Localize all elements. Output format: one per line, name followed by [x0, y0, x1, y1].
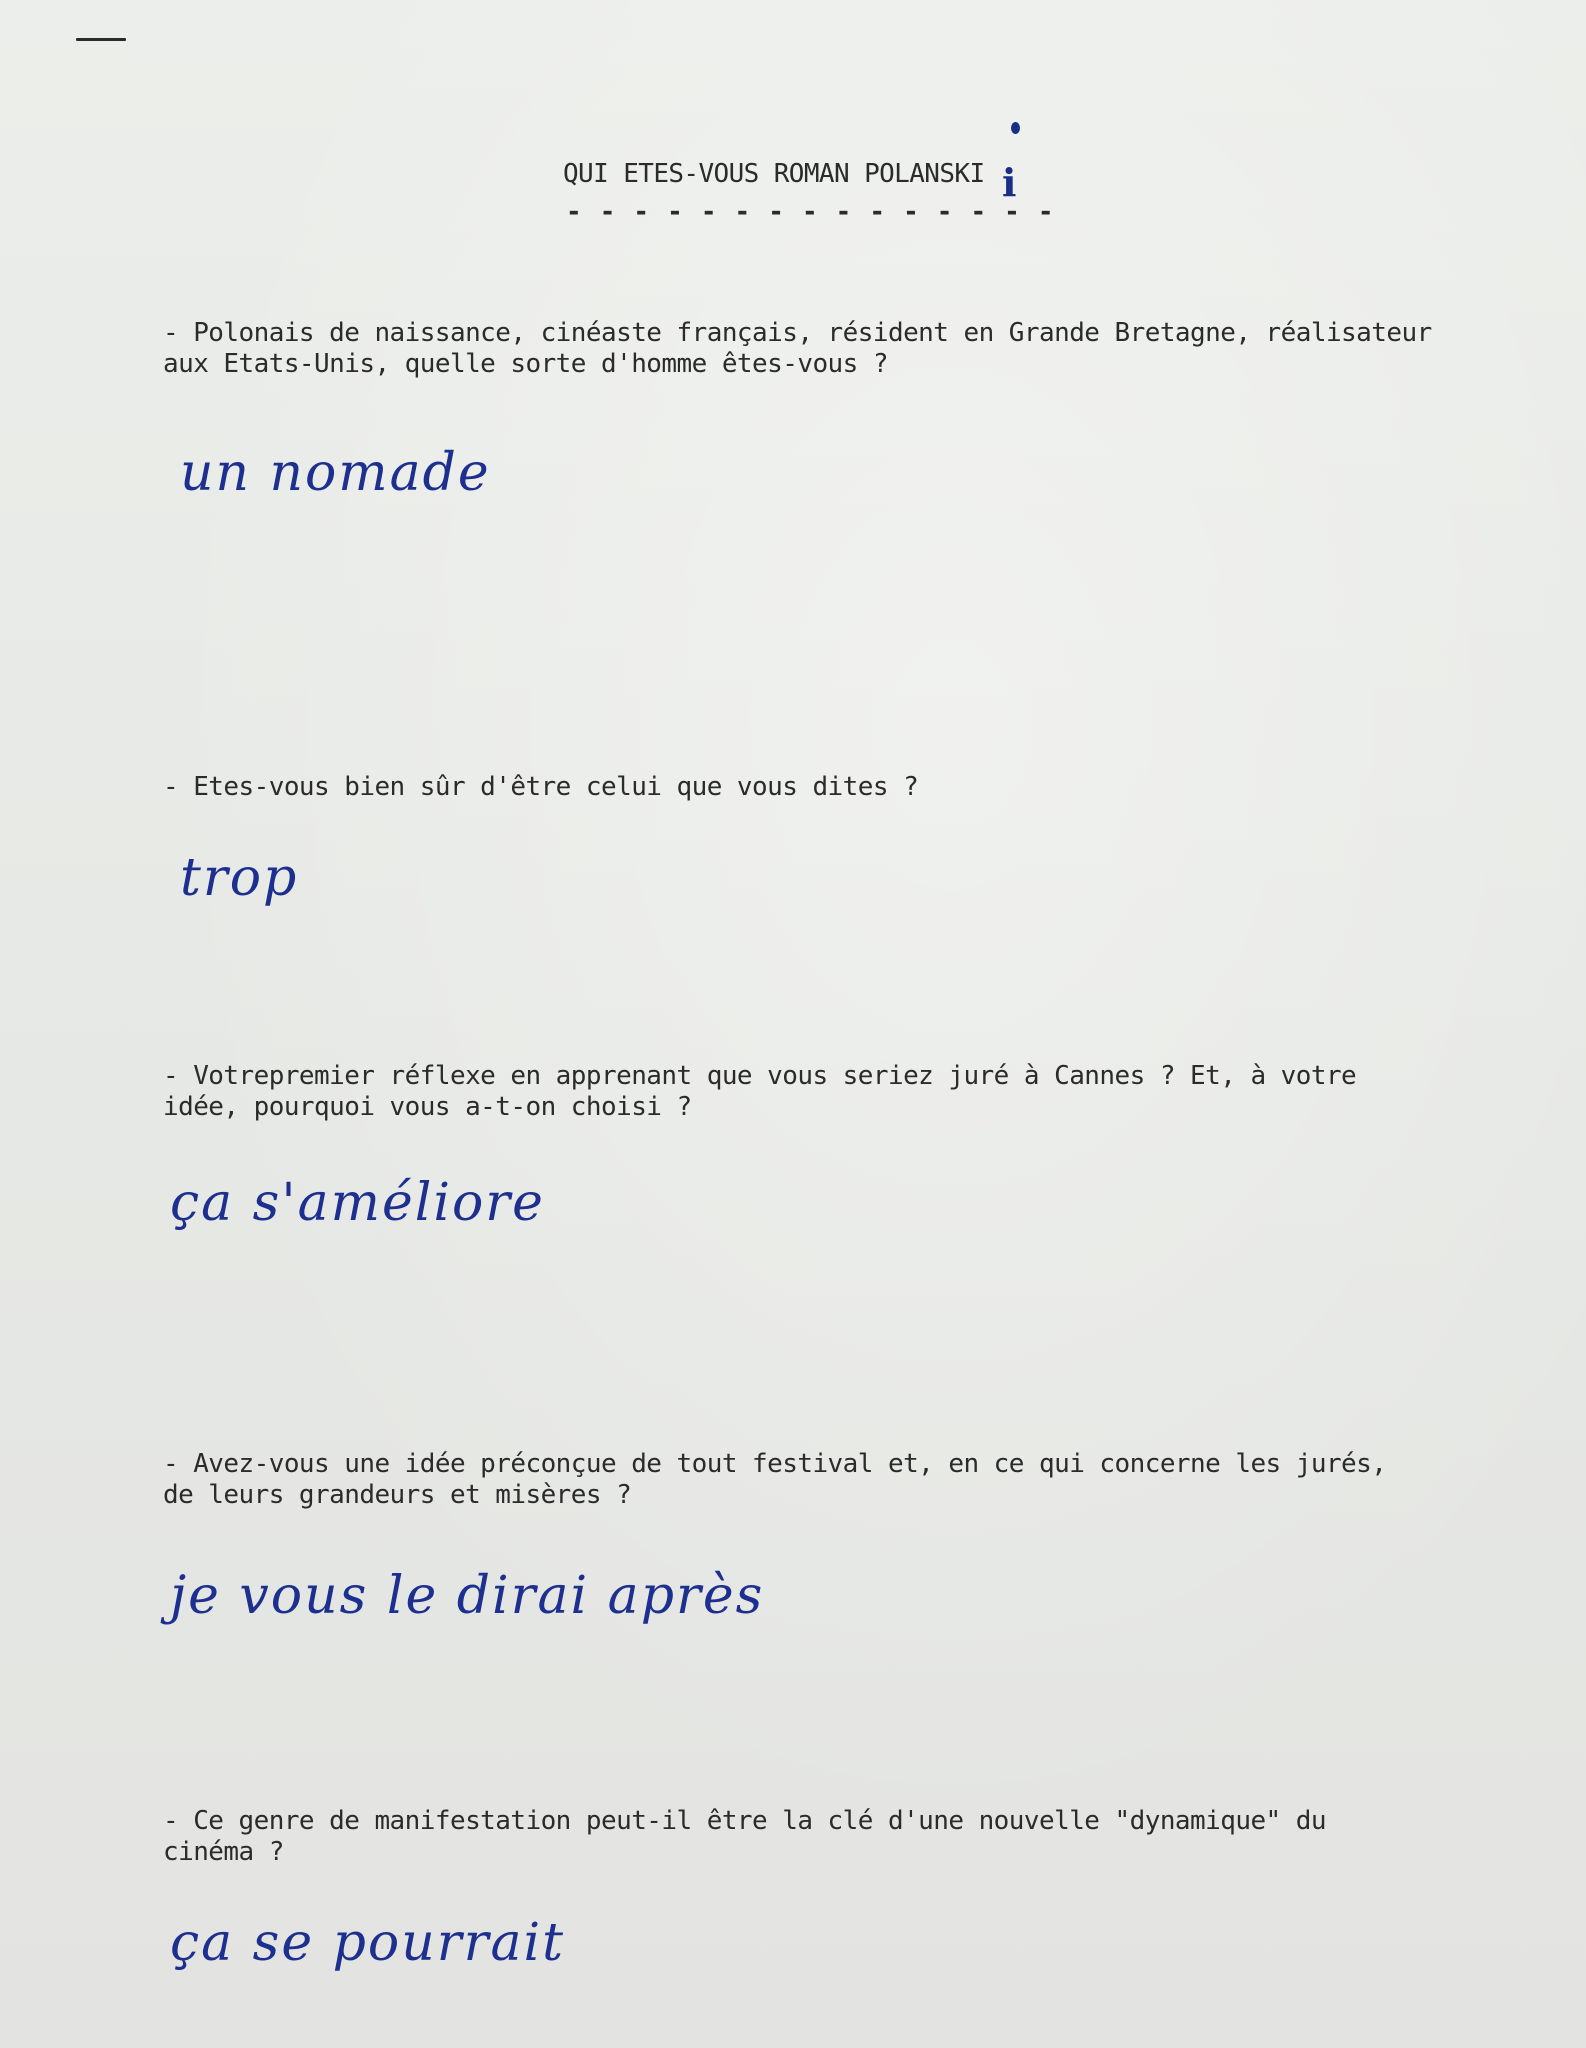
margin-mark — [76, 38, 126, 41]
question-line: aux Etats-Unis, quelle sorte d'homme êtes-vous ? — [163, 349, 888, 379]
question-1 — [163, 318, 1533, 380]
question-3 — [163, 1061, 1533, 1123]
question-line: - Polonais de naissance, cinéaste français, résident en Grande Bretagne, réalisateur — [163, 318, 1432, 348]
handwritten-answer-3: ça s'améliore — [170, 1173, 545, 1233]
question-5 — [163, 1806, 1533, 1868]
question-line: - Avez-vous une idée préconçue de tout festival et, en ce qui concerne les jurés, — [163, 1449, 1387, 1479]
question-line: - Etes-vous bien sûr d'être celui que vous dites ? — [163, 772, 919, 802]
handwritten-i-correction: i — [1002, 160, 1017, 205]
question-line: - Votrepremier réflexe en apprenant que vous seriez juré à Cannes ? Et, à votre — [163, 1061, 1357, 1091]
question-line: - Ce genre de manifestation peut-il être la clé d'une nouvelle "dynamique" du — [163, 1806, 1326, 1836]
title-underline: - - - - - - - - - - - - - - - — [566, 197, 1055, 227]
handwritten-answer-1: un nomade — [180, 443, 491, 503]
question-line: cinéma ? — [163, 1837, 284, 1867]
question-line: de leurs grandeurs et misères ? — [163, 1480, 632, 1510]
handwritten-i-dot — [1011, 122, 1020, 134]
handwritten-answer-5: ça se pourrait — [170, 1913, 565, 1973]
question-4 — [163, 1449, 1533, 1511]
question-2 — [163, 772, 1533, 803]
handwritten-answer-2: trop — [180, 848, 299, 908]
handwritten-answer-4: je vous le dirai après — [170, 1566, 765, 1626]
question-line: idée, pourquoi vous a-t-on choisi ? — [163, 1092, 692, 1122]
document-title: QUI ETES-VOUS ROMAN POLANSKI — [563, 159, 985, 189]
